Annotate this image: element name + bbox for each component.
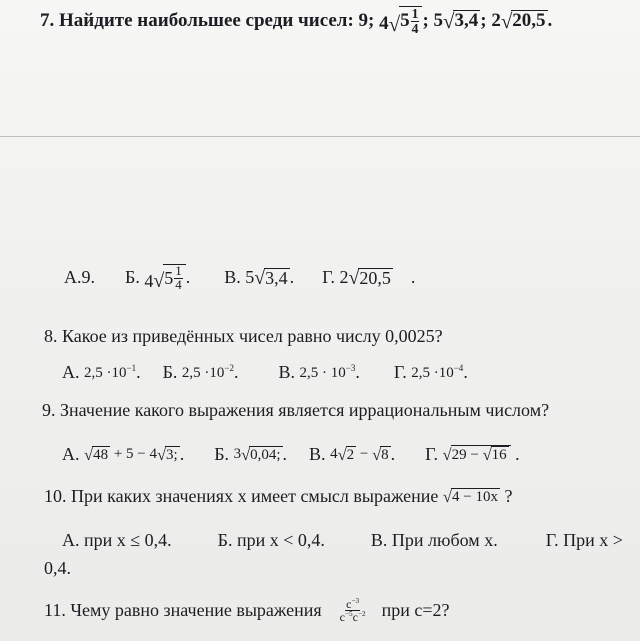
period: . — [410, 267, 416, 288]
sqrt-expression — [157, 446, 180, 464]
denominator — [339, 611, 367, 623]
question-11-text: 11. Чему равно значение выражения — [44, 600, 322, 620]
radicand: 4 − 10x — [451, 488, 498, 505]
sqrt-expression — [443, 445, 511, 464]
answer-v-label: В. — [278, 362, 296, 382]
answer-g — [443, 445, 511, 464]
radicand-part: 29 − — [451, 446, 479, 463]
answer-b: Б. при х < 0,4. — [217, 530, 325, 550]
inner-sqrt — [483, 446, 509, 464]
radical-sign: √ — [254, 266, 266, 289]
question-7-text: 7. Найдите наибольшее среди чисел: 9; — [40, 9, 375, 31]
question-9-answers — [62, 444, 520, 465]
period: . — [289, 267, 295, 288]
question-10-answers — [62, 530, 623, 551]
expression-middle: + 5 − 4 — [113, 446, 157, 462]
question-7-answers — [64, 264, 415, 292]
question-10-continuation — [44, 558, 71, 579]
answer-v-label: В. — [224, 267, 241, 288]
base: c — [346, 597, 352, 611]
answer-v-label: В. — [309, 444, 326, 464]
coefficient: 4 — [330, 446, 338, 462]
answer-v — [300, 363, 356, 382]
fraction — [339, 598, 367, 623]
radical-sign: √ — [153, 270, 165, 293]
radical-sign: √ — [84, 444, 94, 464]
coefficient: 2 — [339, 267, 349, 288]
sqrt-expression — [434, 10, 481, 32]
period: . — [185, 267, 191, 288]
radical-sign: √ — [337, 444, 347, 464]
period: . — [355, 362, 360, 382]
fraction — [411, 7, 420, 35]
sqrt-expression — [338, 446, 357, 464]
question-10 — [44, 486, 512, 507]
answer-v — [330, 446, 391, 464]
question-9-text: 9. Значение какого выражения является иррациональным числом? — [42, 400, 550, 420]
answer-g — [339, 267, 392, 288]
radicand: 20,5 — [512, 9, 546, 31]
coefficient: 5 — [245, 267, 255, 288]
base: 2,5 ·10 — [84, 365, 127, 381]
period: . — [547, 9, 553, 31]
exponent: −2 — [224, 363, 234, 373]
question-11-tail: при с=2? — [381, 600, 450, 620]
radical-sign: √ — [241, 444, 251, 464]
coefficient: 5 — [433, 9, 444, 31]
period: . — [463, 362, 468, 382]
sqrt-expression — [491, 10, 547, 32]
answer-b — [144, 264, 185, 292]
question-11 — [44, 598, 450, 623]
base: c — [339, 610, 345, 624]
radical-sign: √ — [372, 444, 382, 464]
answer-v — [245, 267, 289, 288]
base: c — [352, 610, 358, 624]
sqrt-expression — [84, 446, 110, 464]
exponent: −3 — [351, 597, 360, 605]
answer-b — [182, 363, 234, 382]
numerator: 1 — [175, 263, 182, 278]
answer-b-label: Б. — [214, 444, 230, 464]
question-mark: ? — [504, 486, 513, 506]
answer-g-continuation: 0,4. — [44, 558, 71, 578]
radicand — [399, 6, 422, 35]
radicand: 3; — [166, 446, 178, 463]
denominator: 4 — [411, 20, 419, 36]
minus-sign: − — [359, 446, 369, 462]
sqrt-expression — [241, 446, 282, 464]
answer-g — [411, 363, 463, 382]
radical-sign: √ — [442, 486, 452, 506]
period: . — [234, 362, 239, 382]
fraction — [174, 265, 182, 292]
radical-sign: √ — [443, 8, 455, 33]
coefficient: 2 — [491, 9, 501, 31]
radicand: 3,4 — [454, 9, 479, 31]
radicand — [163, 264, 185, 292]
period: . — [136, 362, 141, 382]
radicand: 0,04; — [250, 446, 281, 463]
radical-sign: √ — [348, 266, 360, 289]
radicand: 20,5 — [359, 267, 391, 288]
answer-g-label: Г. — [393, 362, 407, 382]
radicand: 2 — [346, 446, 355, 463]
radical-sign: √ — [500, 8, 513, 33]
radicand — [451, 445, 511, 464]
period: . — [515, 444, 520, 464]
exponent: −3 — [345, 363, 356, 373]
answer-a-label: А. — [62, 362, 80, 382]
sqrt-expression — [379, 6, 422, 35]
answer-a: А.9. — [64, 267, 95, 288]
question-8-text: 8. Какое из приведённых чисел равно числу 0,0025? — [44, 326, 443, 346]
base: 2,5 · 10 — [299, 365, 346, 381]
period: . — [179, 444, 185, 464]
page-divider — [0, 136, 640, 137]
radical-sign: √ — [388, 12, 401, 37]
whole-part: 5 — [164, 267, 174, 288]
separator: ; — [422, 9, 429, 31]
answer-b — [234, 446, 283, 464]
question-8-answers — [62, 362, 468, 383]
denominator: 4 — [175, 276, 182, 292]
sqrt-expression — [443, 488, 500, 506]
answer-g-label: Г. — [322, 267, 335, 288]
coefficient: 3 — [233, 446, 242, 462]
separator: ; — [480, 9, 487, 31]
exponent: −1 — [126, 363, 137, 373]
radicand: 8 — [381, 446, 389, 463]
radicand: 48 — [93, 446, 109, 463]
answer-v: В. При любом х. — [370, 530, 498, 550]
question-9 — [42, 400, 549, 421]
radicand: 3,4 — [265, 267, 288, 288]
answer-g: Г. При х > — [545, 530, 623, 550]
sqrt-expression — [372, 446, 391, 464]
coefficient: 4 — [379, 13, 389, 35]
answer-a — [84, 446, 180, 464]
question-7 — [40, 6, 552, 35]
base: 2,5 ·10 — [411, 365, 454, 381]
radicand: 16 — [491, 447, 507, 464]
answer-a: А. при х ≤ 0,4. — [62, 530, 172, 550]
whole-part: 5 — [400, 9, 410, 31]
coefficient: 4 — [144, 270, 154, 291]
exponent: −4 — [453, 363, 464, 373]
answer-a — [84, 363, 136, 382]
answer-b-label: Б. — [162, 362, 178, 382]
base: 2,5 ·10 — [181, 365, 225, 381]
exponent: −2 — [357, 610, 366, 618]
exponent: −5 — [344, 610, 353, 618]
answer-b-label: Б. — [125, 267, 140, 288]
period: . — [390, 444, 396, 464]
question-10-text: 10. При каких значениях х имеет смысл выражение — [44, 486, 439, 506]
radical-sign: √ — [482, 445, 492, 465]
period: . — [282, 444, 288, 464]
question-8 — [44, 326, 443, 347]
answer-a-label: А. — [62, 444, 80, 464]
radical-sign: √ — [442, 445, 452, 465]
numerator: 1 — [411, 6, 419, 21]
radical-sign: √ — [156, 444, 167, 464]
answer-g-label: Г. — [425, 444, 439, 464]
